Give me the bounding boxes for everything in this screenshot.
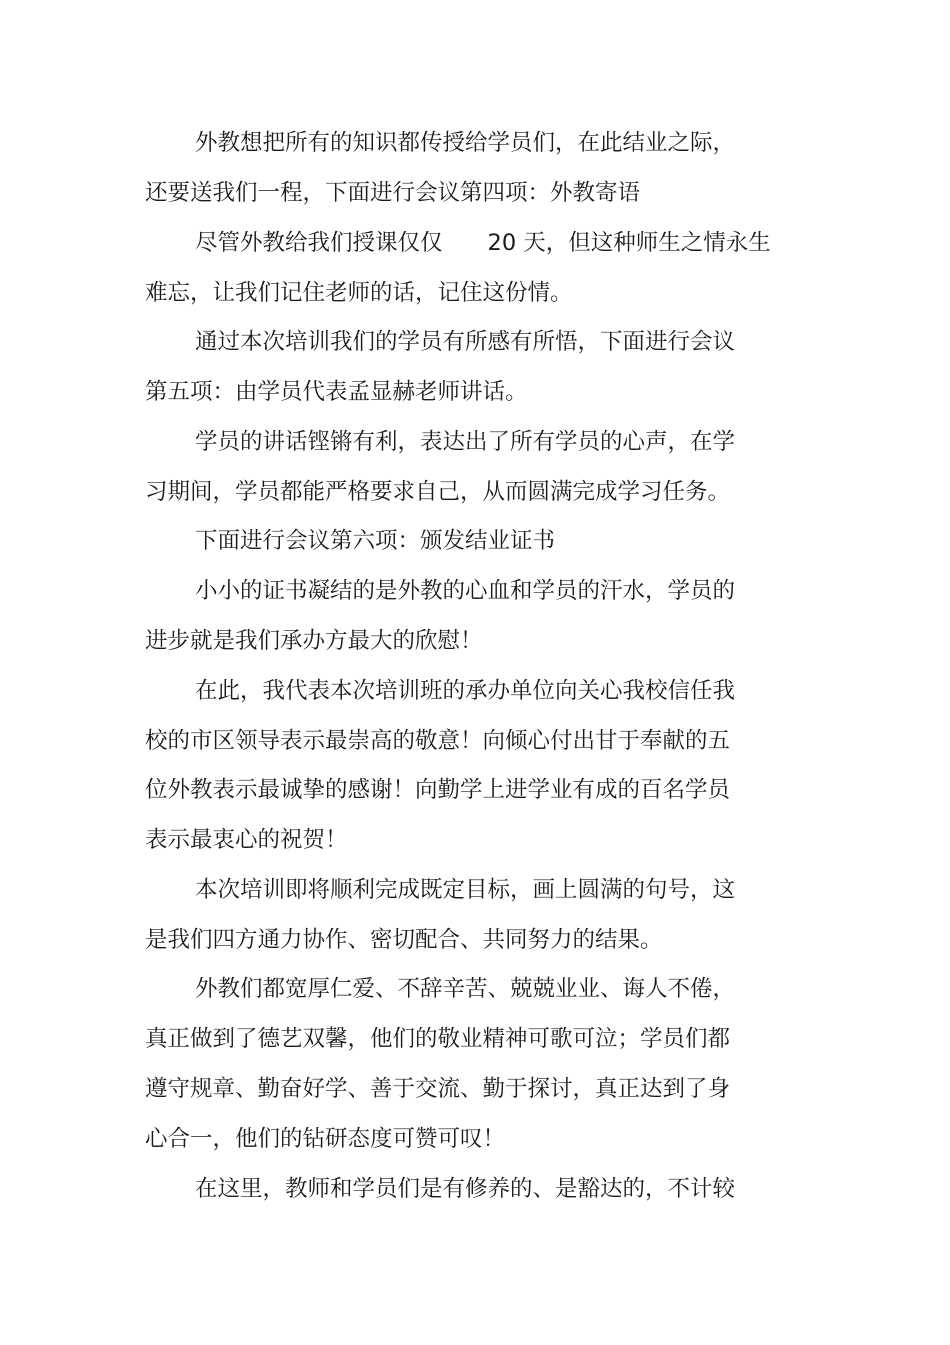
- paragraph-line: 进步就是我们承办方最大的欣慰！: [145, 628, 483, 654]
- paragraph-line: 位外教表示最诚挚的感谢！向勤学上进学业有成的百名学员: [145, 777, 731, 803]
- paragraph-line: 第五项：由学员代表孟显赫老师讲话。: [145, 379, 528, 405]
- paragraph-line: 学员的讲话铿锵有利，表达出了所有学员的心声，在学: [195, 429, 736, 455]
- paragraph-line: 本次培训即将顺利完成既定目标，画上圆满的句号，这: [195, 877, 736, 903]
- paragraph-line: 真正做到了德艺双馨，他们的敬业精神可歌可泣；学员们都: [145, 1026, 731, 1052]
- paragraph-line: 在这里，教师和学员们是有修养的、是豁达的，不计较: [195, 1176, 736, 1202]
- paragraph-line: 习期间，学员都能严格要求自己，从而圆满完成学习任务。: [145, 479, 731, 505]
- paragraph-line: 外教想把所有的知识都传授给学员们，在此结业之际，: [195, 130, 736, 156]
- paragraph-line: 下面进行会议第六项：颁发结业证书: [195, 528, 556, 554]
- paragraph-line: 校的市区领导表示最崇高的敬意！向倾心付出甘于奉献的五: [145, 728, 731, 754]
- paragraph-line: 通过本次培训我们的学员有所感有所悟，下面进行会议: [195, 329, 736, 355]
- paragraph-line: 在此，我代表本次培训班的承办单位向关心我校信任我: [195, 678, 736, 704]
- paragraph-line: 表示最衷心的祝贺！: [145, 827, 348, 853]
- paragraph-line: 遵守规章、勤奋好学、善于交流、勤于探讨，真正达到了身: [145, 1076, 731, 1102]
- paragraph-line: 外教们都宽厚仁爱、不辞辛苦、兢兢业业、诲人不倦，: [195, 976, 736, 1002]
- paragraph-line: 心合一，他们的钻研态度可赞可叹！: [145, 1126, 506, 1152]
- paragraph-line: 难忘，让我们记住老师的话，记住这份情。: [145, 280, 573, 306]
- paragraph-line: 还要送我们一程，下面进行会议第四项：外教寄语: [145, 180, 641, 206]
- paragraph-line: 是我们四方通力协作、密切配合、共同努力的结果。: [145, 927, 663, 953]
- paragraph-line: 小小的证书凝结的是外教的心血和学员的汗水，学员的: [195, 578, 736, 604]
- paragraph-line: 尽管外教给我们授课仅仅 20 天，但这种师生之情永生: [195, 230, 771, 256]
